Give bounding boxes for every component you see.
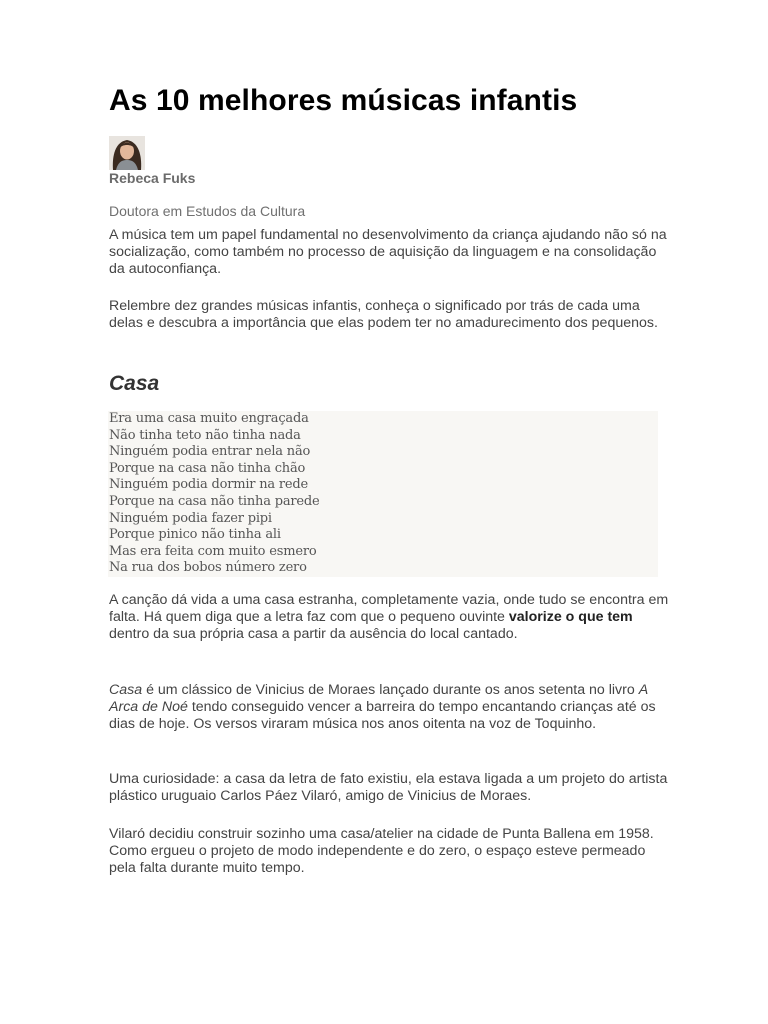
lyric-line: Não tinha teto não tinha nada — [109, 427, 301, 443]
body-paragraph-2: Casa é um clássico de Vinicius de Moraes lançado durante os anos setenta no livro A Arca de Noé tendo conseguido vencer a barreira do tempo encantando crianças até os dias de hoje. Os versos viraram música nos anos oitenta na voz de Toquinho. — [109, 682, 656, 732]
intro-paragraph-2: Relembre dez grandes músicas infantis, conheça o significado por trás de cada uma delas e descubra a importância que elas podem ter no amadurecimento dos pequenos. — [109, 298, 658, 331]
lyric-line: Era uma casa muito engraçada — [109, 411, 309, 426]
lyrics-block — [108, 411, 658, 577]
lyric-line: Mas era feita com muito esmero — [109, 543, 317, 559]
body-paragraph-4: Vilaró decidiu construir sozinho uma casa/atelier na cidade de Punta Ballena em 1958. Como ergueu o projeto de modo independente e do zero, o espaço esteve permeado pela falta durante muito tempo. — [109, 826, 654, 876]
intro-paragraph-1: A música tem um papel fundamental no desenvolvimento da criança ajudando não só na socialização, como também no processo de aquisição da linguagem e na consolidação da autoconfiança. — [109, 227, 667, 277]
emphasis: valorize o que tem — [508, 609, 633, 625]
lyric-line: Porque pinico não tinha ali — [109, 527, 281, 543]
page-title: As 10 melhores músicas infantis — [109, 84, 578, 117]
lyric-line: Na rua dos bobos número zero — [109, 560, 307, 576]
author-photo-icon — [109, 136, 145, 170]
lyric-line: Ninguém podia entrar nela não — [109, 444, 311, 460]
body-paragraph-1: A canção dá vida a uma casa estranha, completamente vazia, onde tudo se encontra em falta. Há quem diga que a letra faz com que o pequeno ouvinte valorize o que tem dentro da sua própria casa a partir da ausência do local cantado. — [109, 592, 669, 642]
section-heading-casa: Casa — [109, 372, 160, 395]
lyric-line: Porque na casa não tinha parede — [109, 493, 320, 509]
lyric-line: Ninguém podia fazer pipi — [109, 510, 272, 526]
author-name[interactable]: Rebeca Fuks — [109, 170, 196, 186]
author-avatar — [109, 136, 145, 170]
author-role: Doutora em Estudos da Cultura — [109, 203, 306, 219]
lyric-line: Ninguém podia dormir na rede — [109, 477, 309, 493]
body-paragraph-3: Uma curiosidade: a casa da letra de fato existiu, ela estava ligada a um projeto do artista plástico uruguaio Carlos Páez Vilaró, amigo de Vinicius de Moraes. — [109, 771, 668, 804]
lyric-line: Porque na casa não tinha chão — [109, 460, 306, 476]
